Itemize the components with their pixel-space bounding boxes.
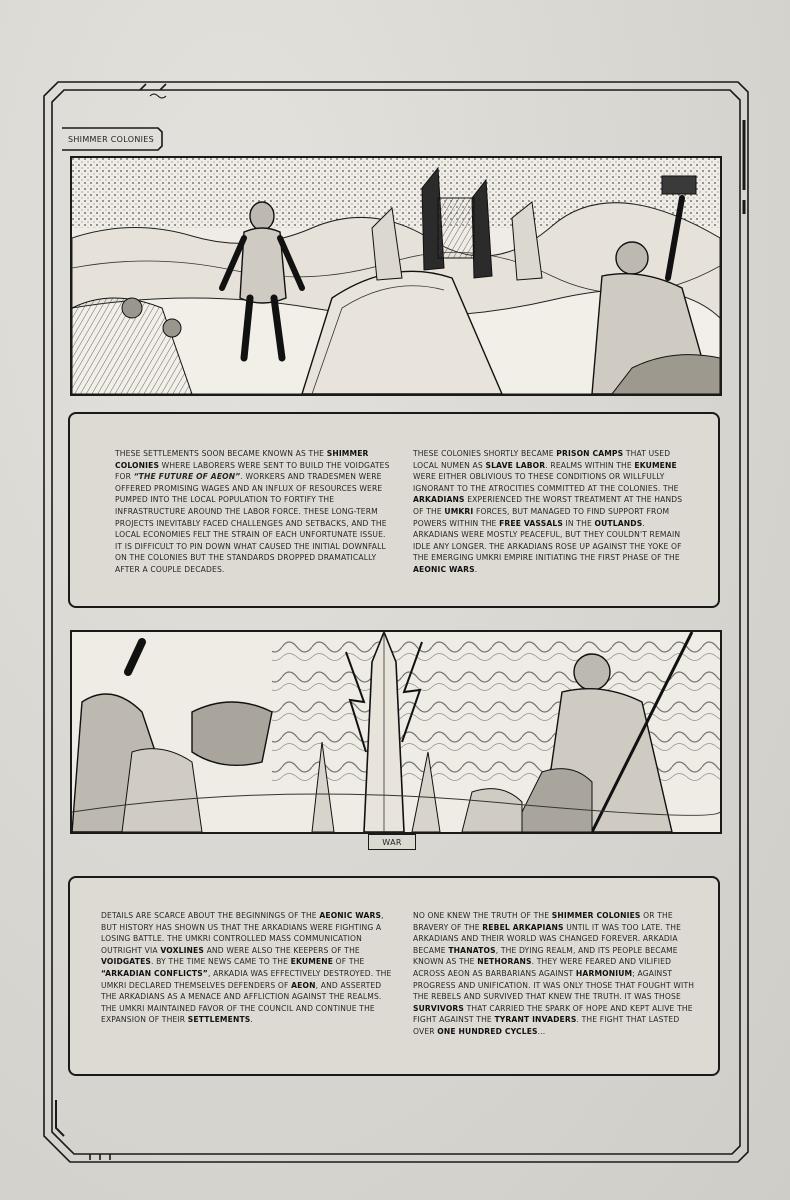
art-panel-colonies (70, 156, 722, 396)
text-run: NO ONE KNEW THE TRUTH OF THE (413, 911, 552, 920)
emphasis-term: AEONIC WARS (319, 911, 382, 920)
text-run: ... (537, 1026, 546, 1036)
text-run: THAT USED LOCAL NUMEN AS (413, 449, 671, 470)
war-label: WAR (368, 834, 416, 850)
text-run: . ARKADIANS WERE MOSTLY PEACEFUL, BUT THEY COULDN'T REMAIN IDLE ANY LONGER. THE ARKADIANS ROSE UP AGAINST THE YOKE OF THE EMERGING UMKRI EMPIRE INITIATING THE FIRST PHASE OF THE (413, 518, 682, 563)
emphasis-term: “THE FUTURE OF AEON” (133, 472, 241, 482)
emphasis-term: VOIDGATES (101, 957, 152, 967)
text-run: WHERE LABORERS WERE SENT TO BUILD THE VOIDGATES FOR (115, 460, 390, 482)
text-run: OF THE (333, 957, 365, 967)
text-run: FORCES, BUT MANAGED TO FIND SUPPORT FROM POWERS WITHIN THE (413, 506, 670, 528)
art-panel-war (70, 630, 722, 834)
emphasis-term: UMKRI (444, 506, 474, 516)
emphasis-term: HARMONIUM (575, 968, 633, 978)
emphasis-term: NETHORANS (477, 957, 532, 967)
text-run: DETAILS ARE SCARCE ABOUT THE BEGINNINGS OF THE (101, 911, 320, 920)
text-run: THAT CARRIED THE SPARK OF HOPE AND KEPT ALIVE THE FIGHT AGAINST THE (413, 1003, 693, 1025)
emphasis-term: FREE VASSALS (499, 518, 563, 528)
emphasis-term: “ARKADIAN CONFLICTS” (101, 968, 208, 978)
text-run: . THEY WERE FEARED AND VILIFIED ACROSS AEON AS BARBARIANS AGAINST (413, 957, 672, 978)
text-run: THESE COLONIES SHORTLY BECAME (413, 449, 557, 458)
text-run: WERE EITHER OBLIVIOUS TO THESE CONDITIONS OR WILLFULLY IGNORANT TO THE ATROCITIES COMMITTED AT THE COLONIES. THE (413, 472, 679, 493)
text-run: . WORKERS AND TRADESMEN WERE OFFERED PROMISING WAGES AND AN INFLUX OF RESOURCES WERE PUMPED INTO THE LOCAL POPULATION TO FORTIFY THE INFRASTRUCTURE AROUND THE LABOR FORCE. THESE LONG-TERM PROJECTS INEVITABLY FACED CHALLENGES AND SETBACKS, AND THE LOCAL ECONOMIES FELT THE STRAIN OF EACH UNFORTUNATE ISSUE. IT IS DIFFICULT TO PIN DOWN WHAT CAUSED THE INITIAL DOWNFALL ON THE COLONIES BUT THE STANDARDS DROPPED DRAMATICALLY AFTER A COUPLE DECADES. (115, 472, 387, 574)
text-run: EXPERIENCED THE WORST TREATMENT AT THE HANDS OF THE (413, 495, 683, 516)
emphasis-term: AEON (291, 980, 316, 990)
emphasis-term: VOXLINES (160, 945, 205, 955)
emphasis-term: SURVIVORS (413, 1003, 465, 1013)
emphasis-term: EKUMENE (290, 957, 334, 967)
text-run: , ARKADIA WAS EFFECTIVELY DESTROYED. THE UMKRI DECLARED THEMSELVES DEFENDERS OF (101, 968, 392, 990)
text-block-1-left (115, 448, 393, 576)
emphasis-term: SETTLEMENTS (187, 1015, 251, 1025)
text-run: . BY THE TIME NEWS CAME TO THE (151, 957, 291, 967)
emphasis-term: SHIMMER COLONIES (115, 449, 369, 470)
text-run: THESE SETTLEMENTS SOON BECAME KNOWN AS THE (115, 449, 327, 458)
emphasis-term: EKUMENE (634, 460, 677, 470)
emphasis-term: TYRANT INVADERS (494, 1015, 577, 1025)
emphasis-term: REBEL ARKAPIANS (482, 922, 564, 932)
emphasis-term: OUTLANDS (594, 518, 643, 528)
text-run: IN THE (562, 518, 595, 528)
text-run: , AND ASSERTED THE ARKADIANS AS A MENACE AND AFFLICTION AGAINST THE REALMS. THE UMKRI MAINTAINED FAVOR OF THE COUNCIL AND CONTINUE THE EXPANSION OF THEIR (101, 980, 382, 1025)
text-run: . (474, 564, 478, 574)
text-run: . (250, 1015, 253, 1025)
text-run: . THE FIGHT THAT LASTED OVER (413, 1015, 680, 1036)
emphasis-term: AEONIC WARS (413, 564, 475, 574)
emphasis-term: SHIMMER COLONIES (551, 911, 641, 920)
emphasis-term: SLAVE LABOR (485, 460, 546, 470)
text-block-1-right (413, 448, 689, 576)
text-run: , BUT HISTORY HAS SHOWN US THAT THE ARKADIANS WERE FIGHTING A LOSING BATTLE. THE UMKRI CONTROLLED MASS COMMUNICATION OUTRIGHT VIA (101, 911, 384, 955)
emphasis-term: ARKADIANS (413, 495, 465, 505)
colony-illustration (72, 158, 720, 394)
emphasis-term: THANATOS (448, 945, 496, 955)
text-run: ; AGAINST PROGRESS AND UNIFICATION. IT WAS ONLY THOSE THAT FOUGHT WITH THE REBELS AND SURVIVED THAT KNEW THE TRUTH. IT WAS THOSE (413, 968, 695, 1002)
text-run: , THE DYING REALM, AND ITS PEOPLE BECAME KNOWN AS THE (413, 945, 678, 967)
section-label: SHIMMER COLONIES (67, 134, 155, 144)
emphasis-term: ONE HUNDRED CYCLES (437, 1026, 538, 1036)
emphasis-term: PRISON CAMPS (556, 449, 624, 458)
war-illustration (72, 632, 720, 832)
text-run: OR THE BRAVERY OF THE (413, 911, 673, 932)
text-run: AND WERE ALSO THE KEEPERS OF THE (204, 945, 360, 955)
text-block-2-left (101, 910, 393, 1026)
text-run: UNTIL IT WAS TOO LATE. THE ARKADIANS AND THEIR WORLD WAS CHANGED FOREVER. ARKADIA BECAME (413, 922, 682, 955)
text-run: . REALMS WITHIN THE (545, 460, 635, 470)
text-block-2-right (413, 910, 695, 1038)
